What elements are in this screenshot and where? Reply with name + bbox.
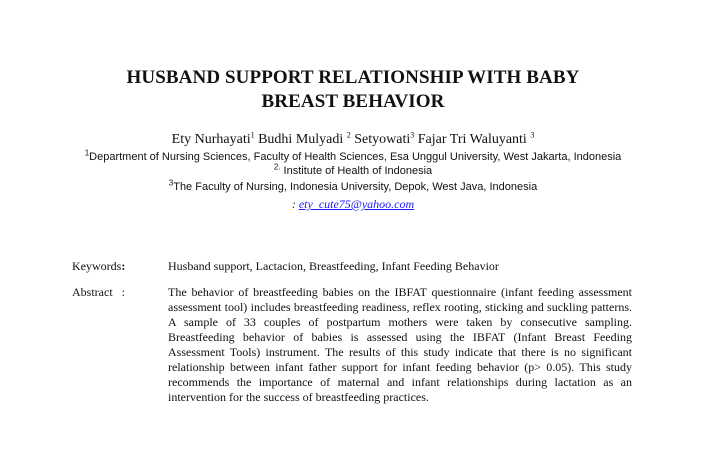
affiliation-1 <box>0 148 706 164</box>
email-link[interactable]: ety_cute75@yahoo.com <box>298 197 415 211</box>
keywords-label <box>72 259 125 274</box>
abstract-label: Abstract : <box>72 285 125 299</box>
author-2-sup: 2 <box>346 130 351 140</box>
affiliation-3-sup: 3 <box>168 178 174 188</box>
author-3-sup: 3 <box>410 130 415 140</box>
affiliation-2-sup: 2. <box>273 162 281 172</box>
affiliation-2-text: Institute of Health of Indonesia <box>280 165 433 177</box>
keywords-colon: : <box>121 259 126 273</box>
paper-title <box>0 66 706 114</box>
author-4-sup: 3 <box>530 130 535 140</box>
affiliation-2 <box>0 162 706 178</box>
email-prefix: : <box>291 197 299 211</box>
author-3: Setyowati <box>350 132 411 147</box>
abstract-text: The behavior of breastfeeding babies on the IBFAT questionnaire (infant feeding assessment assessment tool) includes breastfeeding readiness, reflex rooting, sticking and suckling patterns. A sample of 33 couples of postpartum mothers were taken by consecutive sampling. Breastfeeding behavior of babies is assessed using the IBFAT (Infant Breast Feeding Assessment Tools) instrument. The results of this study indicate that there is no significant relationship between infant father support for infant feeding behavior (p> 0.05). This study recommends the importance of maternal and infant relationships during lactation as an intervention for the success of breastfeeding practices. <box>168 285 632 404</box>
affiliation-1-text: Department of Nursing Sciences, Faculty of Health Sciences, Esa Unggul University, West Jakarta, Indonesia <box>89 151 622 163</box>
keywords-label-text: Keywords <box>72 259 122 273</box>
author-2: Budhi Mulyadi <box>254 132 347 147</box>
affiliation-1-sup: 1 <box>84 148 90 158</box>
author-1: Ety Nurhayati <box>171 132 251 147</box>
author-list <box>0 132 706 148</box>
affiliation-3 <box>0 178 706 194</box>
contact-email <box>0 197 706 211</box>
keywords-text: Husband support, Lactacion, Breastfeeding, Infant Feeding Behavior <box>168 259 499 273</box>
author-1-sup: 1 <box>250 130 255 140</box>
author-4: Fajar Tri Waluyanti <box>414 132 531 147</box>
affiliation-3-text: The Faculty of Nursing, Indonesia University, Depok, West Java, Indonesia <box>173 181 538 193</box>
title-line-2: BREAST BEHAVIOR <box>261 91 445 112</box>
title-line-1: HUSBAND SUPPORT RELATIONSHIP WITH BABY <box>126 67 580 88</box>
